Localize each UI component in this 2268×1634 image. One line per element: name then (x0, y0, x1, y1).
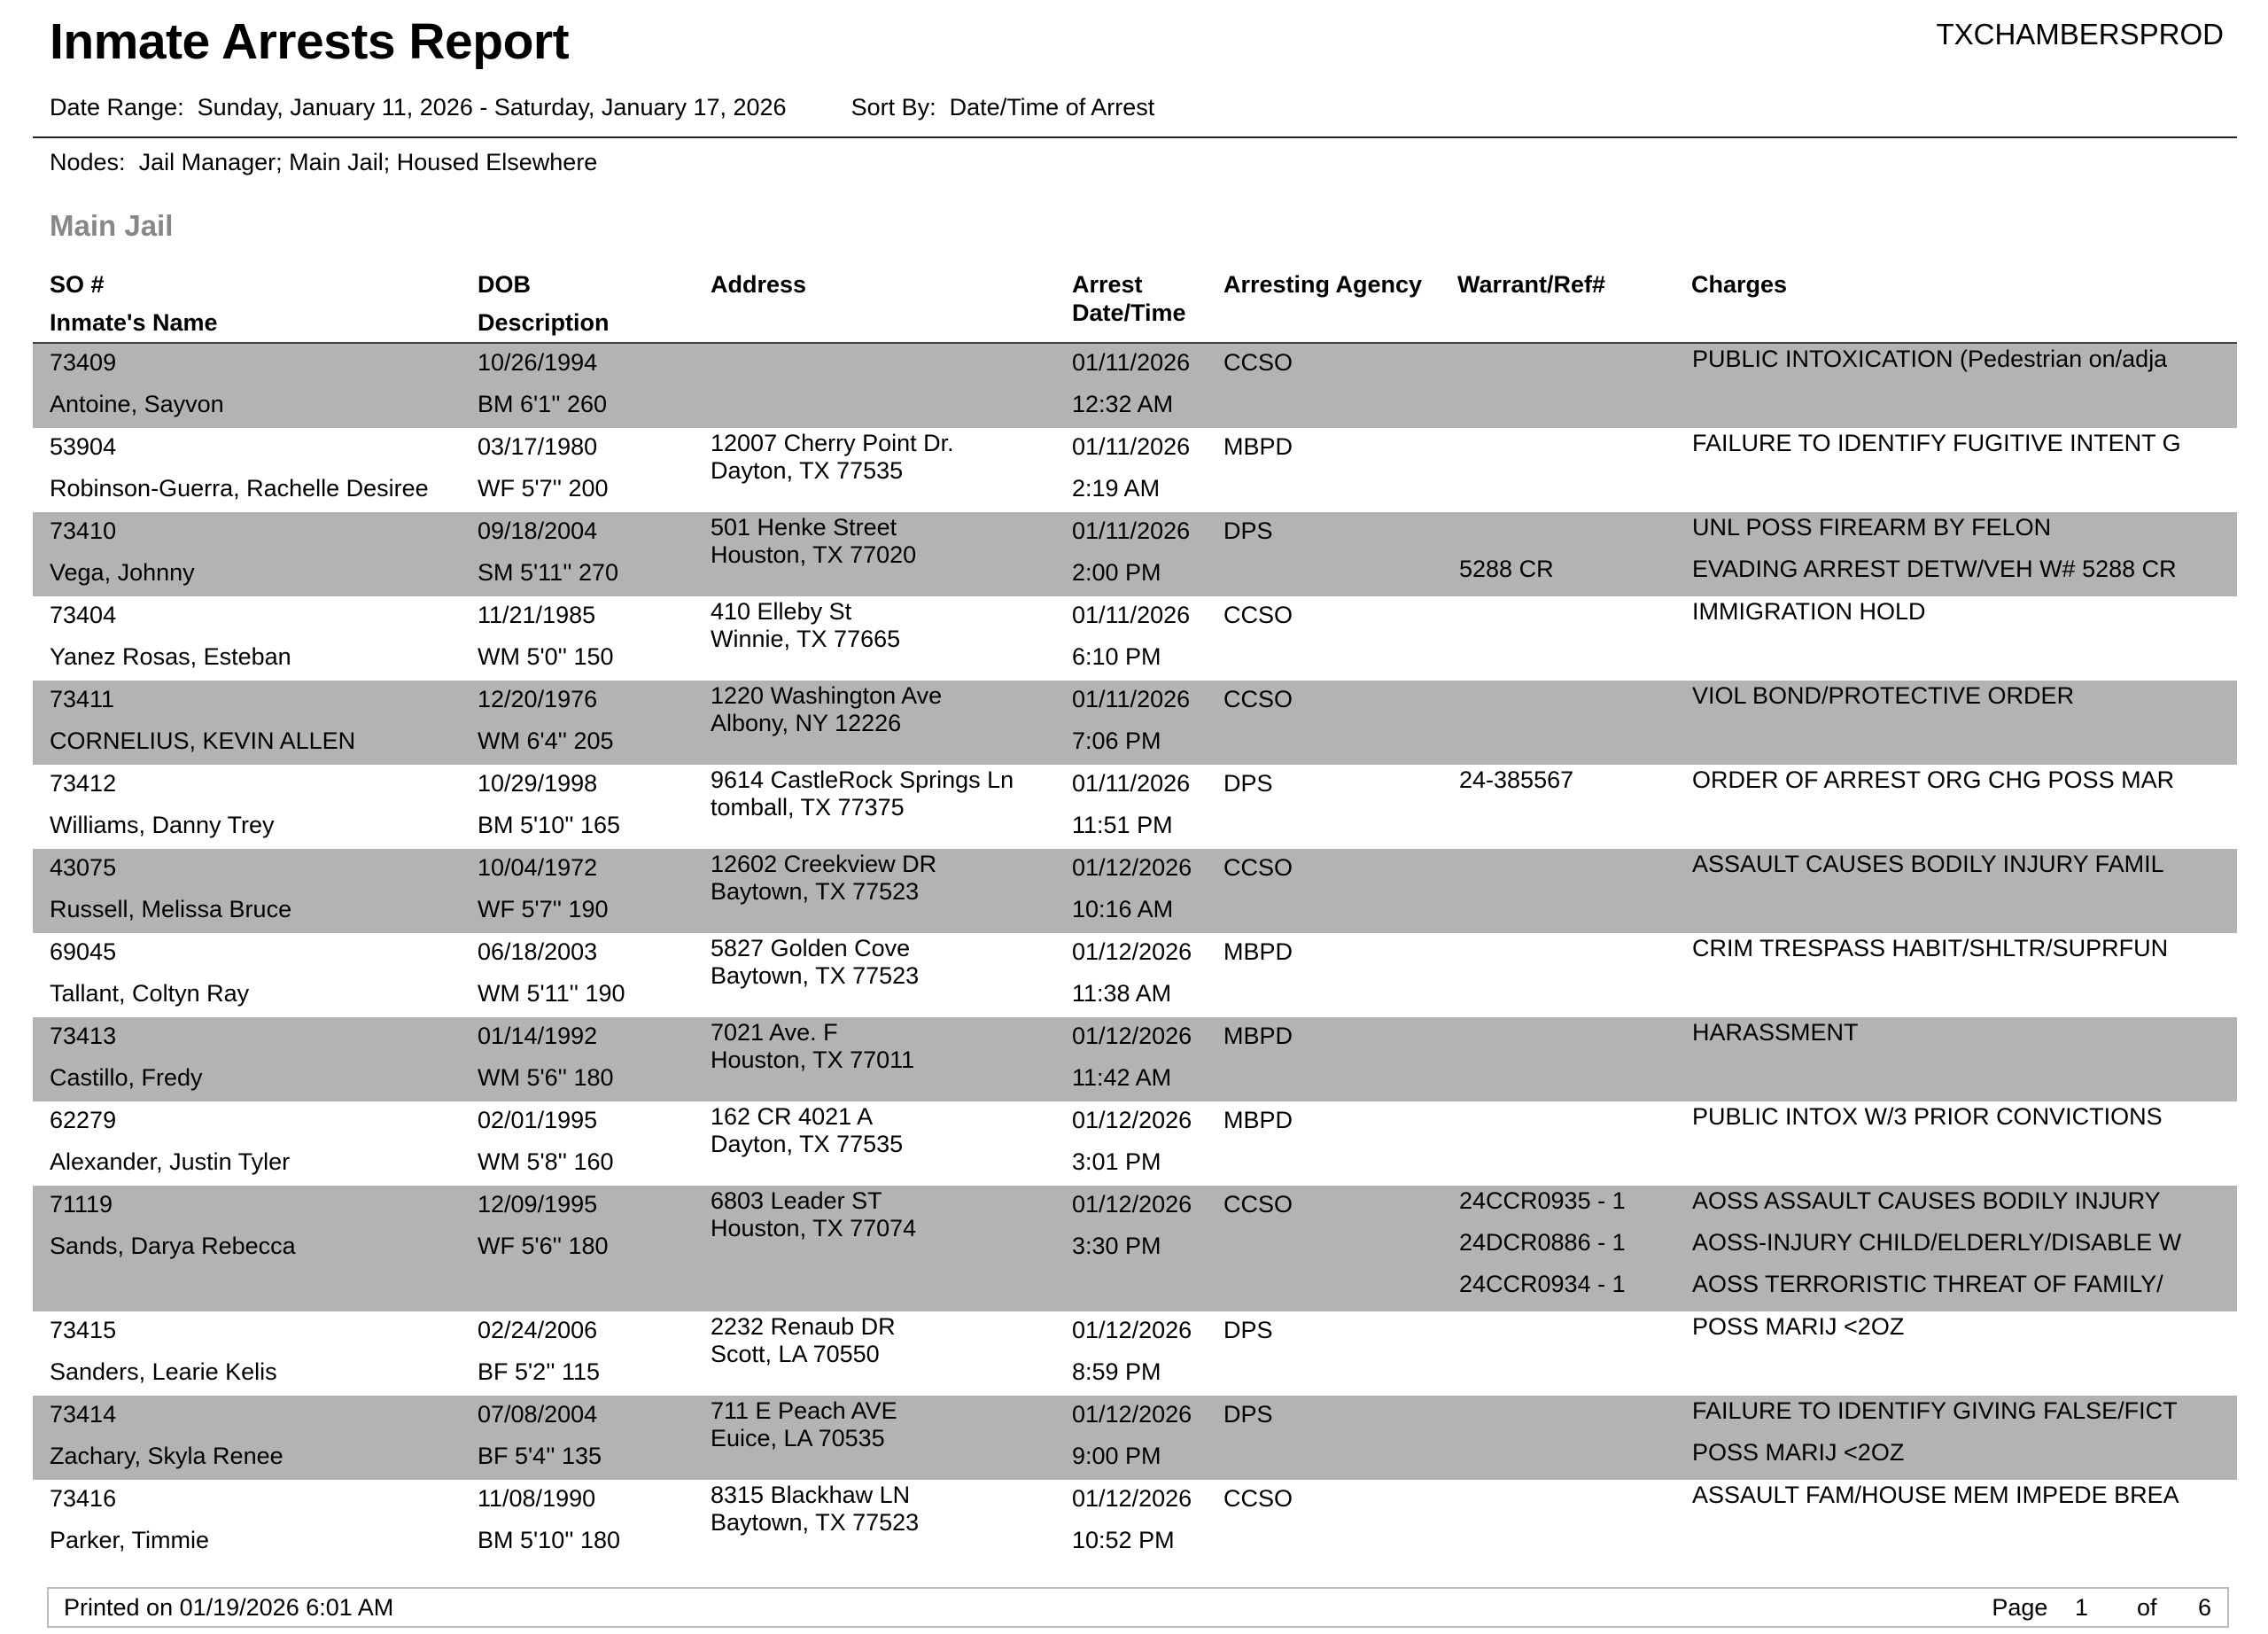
so-number: 73415 (50, 1317, 117, 1343)
arrest-time: 10:16 AM (1072, 896, 1174, 922)
charge-line (33, 1103, 2237, 1145)
charge-line (33, 1229, 2237, 1271)
col-header-datetime: Date/Time (1072, 300, 1186, 326)
description: WF 5'7'' 190 (478, 896, 609, 922)
so-number: 43075 (50, 854, 117, 881)
arresting-agency: MBPD (1223, 433, 1293, 460)
inmate-name: Russell, Melissa Bruce (50, 896, 292, 922)
nodes-label: Nodes: (50, 149, 126, 175)
address-city: Houston, TX 77074 (711, 1215, 917, 1241)
arresting-agency: DPS (1223, 1401, 1273, 1428)
so-number: 69045 (50, 938, 117, 965)
description: SM 5'11'' 270 (478, 559, 619, 586)
total-pages: 6 (2197, 1594, 2211, 1621)
arresting-agency: DPS (1223, 1317, 1273, 1343)
charge-text: POSS MARIJ <2OZ (1692, 1439, 1905, 1466)
arrest-date: 01/11/2026 (1072, 517, 1191, 544)
report-criteria (50, 94, 1154, 121)
inmate-name: CORNELIUS, KEVIN ALLEN (50, 728, 356, 754)
address-street: 410 Elleby St (711, 598, 852, 625)
address-street: 9614 CastleRock Springs Ln (711, 766, 1014, 793)
arrest-time: 8:59 PM (1072, 1358, 1161, 1385)
dob: 10/29/1998 (478, 770, 598, 797)
arrest-time: 11:42 AM (1072, 1064, 1172, 1091)
arrest-time: 6:10 PM (1072, 643, 1161, 670)
printed-on: Printed on 01/19/2026 6:01 AM (64, 1594, 394, 1621)
charge-text: IMMIGRATION HOLD (1692, 598, 1926, 625)
address-city: Albony, NY 12226 (711, 710, 902, 736)
arrest-time: 2:00 PM (1072, 559, 1161, 586)
sort-label: Sort By: (850, 94, 936, 121)
charge-text: AOSS TERRORISTIC THREAT OF FAMILY/ (1692, 1271, 2163, 1297)
header-divider (33, 136, 2237, 138)
description: WM 5'6'' 180 (478, 1064, 614, 1091)
description: BF 5'2'' 115 (478, 1358, 601, 1385)
address-city: Houston, TX 77020 (711, 541, 917, 568)
charge-line (33, 682, 2237, 724)
sort-value: Date/Time of Arrest (949, 94, 1155, 121)
charge-line (33, 1482, 2237, 1523)
so-number: 73416 (50, 1485, 117, 1512)
arrest-date: 01/12/2026 (1072, 1485, 1192, 1512)
arrest-date: 01/12/2026 (1072, 938, 1192, 965)
dob: 12/20/1976 (478, 686, 598, 712)
charge-line (33, 1187, 2237, 1229)
warrant-ref: 5288 CR (1459, 556, 1554, 582)
charge-line (33, 1019, 2237, 1061)
address-city: Baytown, TX 77523 (711, 962, 920, 989)
address-city: Dayton, TX 77535 (711, 457, 904, 484)
address-city: tomball, TX 77375 (711, 794, 905, 821)
table-row (33, 933, 2237, 1017)
nodes-value: Jail Manager; Main Jail; Housed Elsewhere (138, 149, 598, 175)
description: BF 5'4'' 135 (478, 1443, 602, 1469)
arrest-date: 01/12/2026 (1072, 1191, 1192, 1218)
table-row (33, 1396, 2237, 1480)
arrest-time: 3:30 PM (1072, 1233, 1161, 1259)
arresting-agency: CCSO (1223, 1485, 1293, 1512)
charge-line (33, 346, 2237, 387)
description: WM 5'11'' 190 (478, 980, 625, 1007)
charge-text: ASSAULT CAUSES BODILY INJURY FAMIL (1692, 851, 2164, 877)
date-range-value: Sunday, January 11, 2026 - Saturday, January 17, 2026 (197, 94, 787, 121)
arresting-agency: DPS (1223, 517, 1273, 544)
table-row (33, 765, 2237, 849)
table-row (33, 428, 2237, 512)
address-city: Scott, LA 70550 (711, 1341, 880, 1367)
dob: 07/08/2004 (478, 1401, 598, 1428)
arresting-agency: CCSO (1223, 602, 1293, 628)
address-street: 7021 Ave. F (711, 1019, 838, 1046)
arrest-date: 01/12/2026 (1072, 854, 1192, 881)
arresting-agency: MBPD (1223, 1107, 1293, 1133)
table-row (33, 1480, 2237, 1564)
charge-line (33, 1313, 2237, 1355)
charge-text: ASSAULT FAM/HOUSE MEM IMPEDE BREA (1692, 1482, 2179, 1508)
so-number: 53904 (50, 433, 117, 460)
dob: 10/04/1972 (478, 854, 598, 881)
so-number: 73410 (50, 517, 117, 544)
dob: 12/09/1995 (478, 1191, 598, 1218)
table-row (33, 849, 2237, 933)
charge-text: ORDER OF ARREST ORG CHG POSS MAR (1692, 766, 2175, 793)
charge-text: AOSS-INJURY CHILD/ELDERLY/DISABLE W (1692, 1229, 2182, 1256)
arrest-date: 01/12/2026 (1072, 1401, 1192, 1428)
charge-text: VIOL BOND/PROTECTIVE ORDER (1692, 682, 2075, 709)
table-row (33, 1101, 2237, 1186)
arresting-agency: CCSO (1223, 1191, 1293, 1218)
charge-text: PUBLIC INTOXICATION (Pedestrian on/adja (1692, 346, 2168, 372)
arrest-date: 01/11/2026 (1072, 686, 1191, 712)
description: BM 6'1'' 260 (478, 391, 608, 417)
col-header-charges: Charges (1691, 271, 1788, 298)
system-name: TXCHAMBERSPROD (1936, 18, 2224, 51)
inmate-name: Alexander, Justin Tyler (50, 1148, 291, 1175)
arrest-time: 10:52 PM (1072, 1527, 1175, 1553)
arresting-agency: DPS (1223, 770, 1273, 797)
address-city: Baytown, TX 77523 (711, 878, 920, 905)
col-header-warrant: Warrant/Ref# (1457, 271, 1606, 298)
charge-text: PUBLIC INTOX W/3 PRIOR CONVICTIONS (1692, 1103, 2163, 1130)
dob: 11/21/1985 (478, 602, 596, 628)
arrest-date: 01/11/2026 (1072, 770, 1191, 797)
page-number: 1 (2074, 1594, 2088, 1621)
charge-line (33, 1439, 2237, 1480)
inmate-name: Williams, Danny Trey (50, 812, 275, 838)
so-number: 71119 (50, 1191, 113, 1218)
page-footer (47, 1587, 2229, 1628)
so-number: 62279 (50, 1107, 117, 1133)
so-number: 73413 (50, 1023, 117, 1049)
nodes-line (50, 149, 597, 176)
table-row (33, 344, 2237, 428)
of-label: of (2136, 1594, 2157, 1621)
inmate-name: Yanez Rosas, Esteban (50, 643, 291, 670)
address-street: 162 CR 4021 A (711, 1103, 874, 1130)
charge-line (33, 851, 2237, 892)
date-range-label: Date Range: (50, 94, 184, 121)
arresting-agency: CCSO (1223, 349, 1293, 376)
table-row (33, 596, 2237, 681)
inmate-name: Zachary, Skyla Renee (50, 1443, 284, 1469)
address-city: Euice, LA 70535 (711, 1425, 885, 1451)
address-street: 12602 Creekview DR (711, 851, 937, 877)
so-number: 73412 (50, 770, 117, 797)
dob: 03/17/1980 (478, 433, 598, 460)
charge-line (33, 598, 2237, 640)
dob: 01/14/1992 (478, 1023, 598, 1049)
arrest-time: 11:38 AM (1072, 980, 1172, 1007)
dob: 09/18/2004 (478, 517, 598, 544)
address-city: Dayton, TX 77535 (711, 1131, 904, 1157)
inmate-name: Parker, Timmie (50, 1527, 210, 1553)
so-number: 73414 (50, 1401, 117, 1428)
arrest-time: 2:19 AM (1072, 475, 1161, 502)
dob: 02/01/1995 (478, 1107, 598, 1133)
charge-text: AOSS ASSAULT CAUSES BODILY INJURY (1692, 1187, 2161, 1214)
section-title: Main Jail (50, 209, 174, 242)
address-street: 2232 Renaub DR (711, 1313, 896, 1340)
col-header-description: Description (478, 309, 610, 336)
charge-text: CRIM TRESPASS HABIT/SHLTR/SUPRFUN (1692, 935, 2169, 961)
address-street: 501 Henke Street (711, 514, 897, 541)
arrest-date: 01/11/2026 (1072, 349, 1191, 376)
table-row (33, 1017, 2237, 1101)
description: WF 5'7'' 200 (478, 475, 609, 502)
col-header-address: Address (711, 271, 807, 298)
inmate-name: Tallant, Coltyn Ray (50, 980, 250, 1007)
address-street: 1220 Washington Ave (711, 682, 943, 709)
charge-line (33, 556, 2237, 596)
description: WF 5'6'' 180 (478, 1233, 609, 1259)
table-row (33, 1186, 2237, 1311)
charge-line (33, 935, 2237, 977)
table-row (33, 681, 2237, 765)
address-street: 711 E Peach AVE (711, 1397, 897, 1424)
col-header-so: SO # (50, 271, 105, 298)
table-row (33, 512, 2237, 596)
charge-text: HARASSMENT (1692, 1019, 1859, 1046)
charge-text: FAILURE TO IDENTIFY GIVING FALSE/FICT (1692, 1397, 2178, 1424)
inmate-name: Robinson-Guerra, Rachelle Desiree (50, 475, 429, 502)
address-street: 5827 Golden Cove (711, 935, 911, 961)
arresting-agency: MBPD (1223, 1023, 1293, 1049)
arrest-time: 11:51 PM (1072, 812, 1173, 838)
address-street: 6803 Leader ST (711, 1187, 882, 1214)
report-title: Inmate Arrests Report (50, 13, 570, 70)
so-number: 73411 (50, 686, 115, 712)
so-number: 73404 (50, 602, 117, 628)
arresting-agency: CCSO (1223, 854, 1293, 881)
col-header-agency: Arresting Agency (1223, 271, 1423, 298)
inmate-name: Vega, Johnny (50, 559, 195, 586)
charge-text: POSS MARIJ <2OZ (1692, 1313, 1905, 1340)
inmate-name: Sands, Darya Rebecca (50, 1233, 296, 1259)
arrest-time: 9:00 PM (1072, 1443, 1161, 1469)
charge-line (33, 514, 2237, 556)
arrest-date: 01/11/2026 (1072, 433, 1191, 460)
charge-line (33, 1271, 2237, 1311)
charge-text: EVADING ARREST DETW/VEH W# 5288 CR (1692, 556, 2177, 582)
warrant-ref: 24CCR0935 - 1 (1459, 1187, 1626, 1214)
arrest-time: 7:06 PM (1072, 728, 1161, 754)
description: BM 5'10'' 180 (478, 1527, 621, 1553)
dob: 11/08/1990 (478, 1485, 596, 1512)
charge-text: UNL POSS FIREARM BY FELON (1692, 514, 2052, 541)
description: BM 5'10'' 165 (478, 812, 621, 838)
inmate-name: Sanders, Learie Kelis (50, 1358, 277, 1385)
col-header-dob: DOB (478, 271, 531, 298)
description: WM 5'0'' 150 (478, 643, 614, 670)
arresting-agency: MBPD (1223, 938, 1293, 965)
arrest-date: 01/11/2026 (1072, 602, 1191, 628)
arrest-time: 12:32 AM (1072, 391, 1174, 417)
warrant-ref: 24CCR0934 - 1 (1459, 1271, 1626, 1297)
address-city: Winnie, TX 77665 (711, 626, 901, 652)
address-street: 8315 Blackhaw LN (711, 1482, 911, 1508)
charge-text: FAILURE TO IDENTIFY FUGITIVE INTENT G (1692, 430, 2181, 456)
inmate-name: Antoine, Sayvon (50, 391, 224, 417)
col-header-arrest: Arrest (1072, 271, 1143, 298)
arrest-date: 01/12/2026 (1072, 1317, 1192, 1343)
dob: 06/18/2003 (478, 938, 598, 965)
page-label: Page (1992, 1594, 2048, 1621)
address-street: 12007 Cherry Point Dr. (711, 430, 954, 456)
charge-line (33, 1397, 2237, 1439)
inmate-name: Castillo, Fredy (50, 1064, 203, 1091)
dob: 10/26/1994 (478, 349, 598, 376)
so-number: 73409 (50, 349, 117, 376)
address-city: Houston, TX 77011 (711, 1047, 915, 1073)
charge-line (33, 430, 2237, 471)
address-city: Baytown, TX 77523 (711, 1509, 920, 1536)
charge-line (33, 766, 2237, 808)
col-header-name: Inmate's Name (50, 309, 218, 336)
dob: 02/24/2006 (478, 1317, 598, 1343)
arrest-date: 01/12/2026 (1072, 1107, 1192, 1133)
description: WM 6'4'' 205 (478, 728, 614, 754)
arresting-agency: CCSO (1223, 686, 1293, 712)
arrest-time: 3:01 PM (1072, 1148, 1161, 1175)
warrant-ref: 24DCR0886 - 1 (1459, 1229, 1626, 1256)
warrant-ref: 24-385567 (1459, 766, 1574, 793)
description: WM 5'8'' 160 (478, 1148, 614, 1175)
page-indicator (1992, 1594, 2211, 1622)
table-row (33, 1311, 2237, 1396)
arrest-date: 01/12/2026 (1072, 1023, 1192, 1049)
arrest-table (33, 344, 2237, 1564)
